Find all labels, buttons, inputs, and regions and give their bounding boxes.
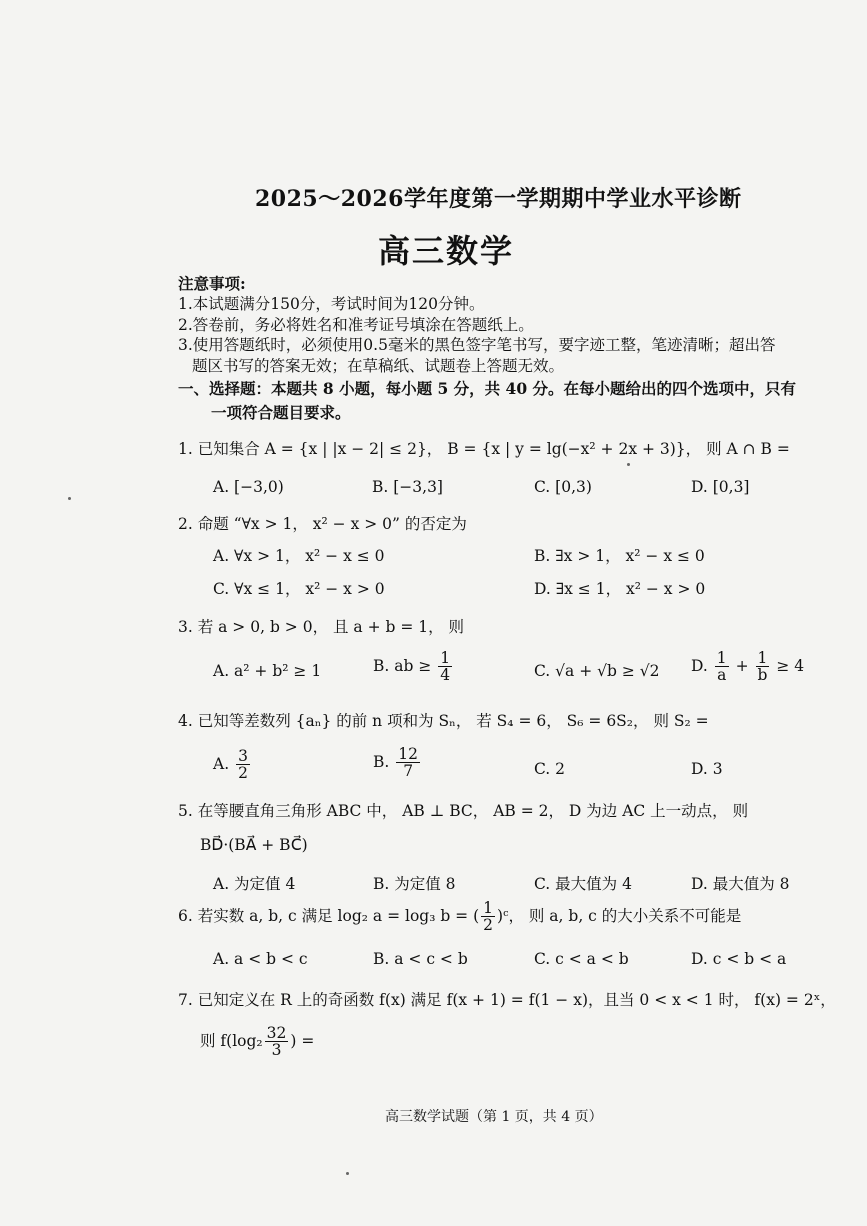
q3-option-d-fraction-1 bbox=[715, 650, 729, 684]
q4-option-a bbox=[213, 748, 252, 782]
q3-option-d-suffix: ≥ 4 bbox=[776, 656, 805, 675]
subject-title: 高三数学 bbox=[378, 232, 515, 270]
q2-option-a: A. ∀x > 1， x² − x ≤ 0 bbox=[213, 547, 385, 565]
q3-option-a: A. a² + b² ≥ 1 bbox=[213, 662, 322, 680]
q4-option-a-fraction bbox=[236, 748, 250, 782]
question-5: 5. 在等腰直角三角形 ABC 中， AB ⊥ BC， AB = 2， D 为边 AC 上一动点， 则 bbox=[178, 802, 749, 820]
question-6 bbox=[178, 900, 741, 934]
notice-item-2: 2.答卷前，务必将姓名和准考证号填涂在答题纸上。 bbox=[178, 316, 534, 334]
section-heading: 一、选择题：本题共 8 小题，每小题 5 分，共 40 分。在每小题给出的四个选项中，只有 bbox=[178, 379, 797, 398]
q3-option-d-fraction-2 bbox=[756, 650, 770, 684]
q4-option-b bbox=[373, 746, 422, 780]
notice-item-3: 3.使用答题纸时，必须使用0.5毫米的黑色签字笔书写，要字迹工整，笔迹清晰；超出答 bbox=[178, 336, 776, 354]
question-2: 2. 命题 “∀x > 1， x² − x > 0” 的否定为 bbox=[178, 515, 467, 533]
notice-item-1: 1.本试题满分150分，考试时间为120分钟。 bbox=[178, 295, 485, 313]
fraction-denominator: 3 bbox=[271, 1041, 282, 1060]
q2-option-b: B. ∃x > 1， x² − x ≤ 0 bbox=[534, 547, 705, 565]
notice-heading: 注意事项: bbox=[178, 274, 246, 293]
fraction-numerator: 1 bbox=[716, 649, 727, 667]
q4-option-a-prefix: A. bbox=[213, 754, 230, 773]
q6-option-d: D. c < b < a bbox=[691, 950, 787, 968]
q1-option-a: A. [−3,0) bbox=[213, 478, 284, 496]
q4-option-c: C. 2 bbox=[534, 760, 566, 778]
q3-option-b bbox=[373, 650, 454, 684]
q1-option-c: C. [0,3) bbox=[534, 478, 592, 496]
fraction-denominator: 2 bbox=[483, 916, 494, 935]
scan-speck bbox=[346, 1172, 349, 1175]
q7-line-2-suffix: ) = bbox=[290, 1031, 315, 1050]
fraction-numerator: 12 bbox=[398, 745, 418, 763]
q1-option-b: B. [−3,3] bbox=[372, 478, 443, 496]
q4-option-d: D. 3 bbox=[691, 760, 723, 778]
q5-expression: BD⃗·(BA⃗ + BC⃗) bbox=[200, 836, 308, 854]
exam-title: 2025～2026学年度第一学期期中学业水平诊断 bbox=[255, 186, 742, 212]
q6-option-c: C. c < a < b bbox=[534, 950, 629, 968]
scan-speck bbox=[627, 463, 630, 466]
fraction-denominator: a bbox=[717, 666, 727, 685]
question-3: 3. 若 a > 0, b > 0， 且 a + b = 1， 则 bbox=[178, 618, 465, 636]
q6-option-a: A. a < b < c bbox=[213, 950, 308, 968]
q5-option-c: C. 最大值为 4 bbox=[534, 875, 632, 893]
fraction-denominator: 4 bbox=[440, 666, 451, 685]
q7-line-2-prefix: 则 f(log₂ bbox=[200, 1031, 263, 1050]
fraction-numerator: 3 bbox=[238, 747, 248, 765]
q6-fraction bbox=[481, 900, 495, 934]
q6-option-b: B. a < c < b bbox=[373, 950, 468, 968]
q3-option-d bbox=[691, 650, 804, 684]
section-heading-cont: 一项符合题目要求。 bbox=[211, 403, 351, 422]
notice-item-3-cont: 题区书写的答案无效；在草稿纸、试题卷上答题无效。 bbox=[192, 357, 565, 375]
fraction-numerator: 1 bbox=[440, 649, 451, 667]
q1-option-d: D. [0,3] bbox=[691, 478, 750, 496]
q5-option-b: B. 为定值 8 bbox=[373, 875, 456, 893]
q6-stem-suffix: )ᶜ， 则 a, b, c 的大小关系不可能是 bbox=[497, 906, 742, 925]
q4-option-b-prefix: B. bbox=[373, 752, 390, 771]
fraction-denominator: 7 bbox=[403, 762, 414, 781]
q2-option-d: D. ∃x ≤ 1， x² − x > 0 bbox=[534, 580, 706, 598]
q7-fraction bbox=[265, 1025, 289, 1059]
question-4: 4. 已知等差数列 {aₙ} 的前 n 项和为 Sₙ， 若 S₄ = 6， S₆ = 6S₂， 则 S₂ = bbox=[178, 712, 709, 730]
fraction-numerator: 1 bbox=[757, 649, 768, 667]
q3-option-b-prefix: B. ab ≥ bbox=[373, 656, 432, 675]
page-footer: 高三数学试题（第 1 页，共 4 页） bbox=[385, 1109, 603, 1125]
q3-option-d-prefix: D. bbox=[691, 656, 708, 675]
scan-speck bbox=[68, 497, 71, 500]
question-7: 7. 已知定义在 R 上的奇函数 f(x) 满足 f(x + 1) = f(1 − x)，且当 0 < x < 1 时， f(x) = 2ˣ， bbox=[178, 991, 836, 1009]
q3-option-c: C. √a + √b ≥ √2 bbox=[534, 662, 660, 680]
q5-option-d: D. 最大值为 8 bbox=[691, 875, 790, 893]
fraction-denominator: 2 bbox=[238, 764, 248, 783]
q7-line-2 bbox=[200, 1025, 314, 1059]
plus-sign: + bbox=[735, 656, 749, 675]
q6-stem-prefix: 6. 若实数 a, b, c 满足 log₂ a = log₃ b = ( bbox=[178, 906, 480, 925]
fraction-denominator: b bbox=[757, 666, 768, 685]
fraction-numerator: 1 bbox=[483, 899, 494, 917]
q2-option-c: C. ∀x ≤ 1， x² − x > 0 bbox=[213, 580, 385, 598]
question-1: 1. 已知集合 A = {x | |x − 2| ≤ 2}， B = {x | y = lg(−x² + 2x + 3)}， 则 A ∩ B = bbox=[178, 440, 790, 458]
q5-option-a: A. 为定值 4 bbox=[213, 875, 296, 893]
fraction-numerator: 32 bbox=[266, 1024, 287, 1042]
q4-option-b-fraction bbox=[396, 746, 420, 780]
q3-option-b-fraction bbox=[438, 650, 452, 684]
